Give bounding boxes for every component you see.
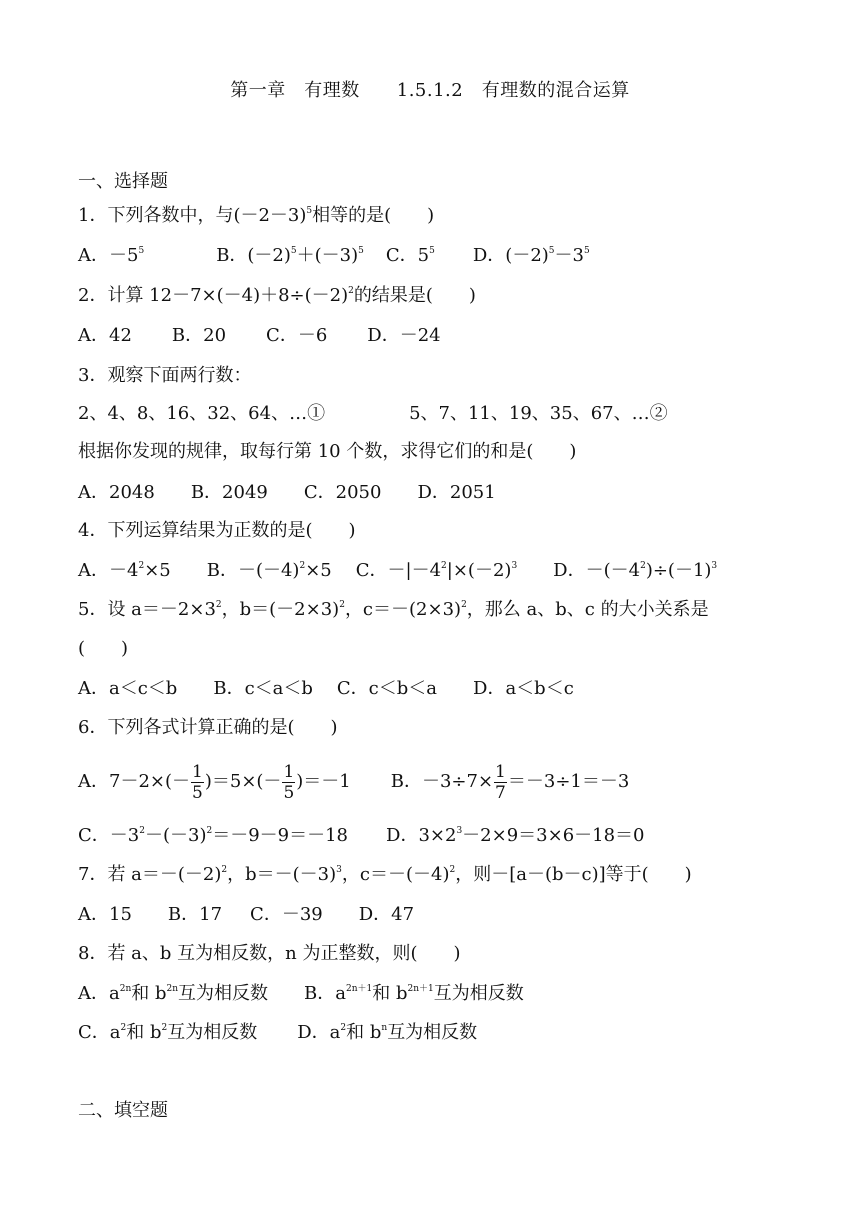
sequence-2: 5、7、11、19、35、67、…② bbox=[409, 403, 668, 424]
question-6-options-cd bbox=[78, 824, 645, 848]
fraction: $\frac{1}{5}$ bbox=[283, 761, 295, 803]
sequence-1: 2、4、8、16、32、64、…① bbox=[78, 403, 326, 424]
question-3-sequences bbox=[78, 402, 668, 426]
option-a: A．15 bbox=[78, 904, 132, 925]
option-c: C．－6 bbox=[266, 325, 328, 346]
option-b: B．17 bbox=[167, 904, 223, 925]
option-c: C．$-3^2-(-3)^2=-9-9=-18$ bbox=[78, 825, 349, 846]
question-7: 7．若 $a=-(-2)^2$，$b=-(-3)^3$，$c=-(-4)^2$，则－[a－(b－c)]等于( ) bbox=[78, 864, 692, 885]
option-d: D．2051 bbox=[417, 482, 496, 503]
question-4: 4．下列运算结果为正数的是( ) bbox=[78, 520, 356, 541]
option-a: A．7－2×(－ $\frac{1}{5}$ )＝5×(－ $\frac{1}{5}$ )＝－1 bbox=[78, 761, 351, 803]
option-d: D．47 bbox=[358, 904, 415, 925]
question-3-ask: 根据你发现的规律，取每行第 10 个数，求得它们的和是( ) bbox=[78, 441, 577, 462]
fraction: $\frac{1}{5}$ bbox=[192, 761, 203, 803]
option-c: C．－39 bbox=[250, 904, 323, 925]
question-8-options-ab bbox=[78, 982, 524, 1006]
page-title: 第一章 有理数 1.5.1.2 有理数的混合运算 bbox=[230, 80, 630, 101]
option-a: A．42 bbox=[78, 325, 132, 346]
question-3-options bbox=[78, 481, 496, 505]
option-d: D．－24 bbox=[367, 325, 441, 346]
question-8-options-cd bbox=[78, 1021, 477, 1045]
question-5-bracket: ( ) bbox=[78, 638, 129, 659]
option-d: D．$(-2)^5-3^5$ bbox=[472, 245, 590, 266]
question-6: 6．下列各式计算正确的是( ) bbox=[78, 717, 338, 738]
option-a: A．a＜c＜b bbox=[78, 678, 178, 699]
option-b: B．－3÷7× $\frac{1}{7}$ ＝－3÷1＝－3 bbox=[390, 761, 630, 803]
question-4-options bbox=[78, 559, 717, 583]
question-1-options bbox=[78, 244, 590, 268]
option-c: C．$-|-4^2|\times(-2)^3$ bbox=[355, 560, 518, 581]
option-a: A．$-4^2\times 5$ bbox=[78, 560, 171, 581]
fraction: $\frac{1}{7}$ bbox=[495, 761, 506, 803]
option-b: B．$(-2)^5+(-3)^5$ bbox=[216, 245, 364, 266]
question-7-options bbox=[78, 903, 414, 927]
option-a: A．2048 bbox=[78, 482, 155, 503]
section-heading-fill: 二、填空题 bbox=[78, 1100, 168, 1121]
question-5-options bbox=[78, 677, 574, 701]
question-6-options-ab bbox=[78, 761, 629, 803]
option-d: D．$3\times 2^3-2\times 9=3\times 6-18=0$ bbox=[386, 825, 645, 846]
option-b: B．2049 bbox=[190, 482, 268, 503]
question-3: 3．观察下面两行数： bbox=[78, 365, 252, 386]
option-b: B．c＜a＜b bbox=[213, 678, 313, 699]
option-a: A．$a^{2n}$和 $b^{2n}$互为相反数 bbox=[78, 983, 269, 1004]
option-c: C．$5^5$ bbox=[385, 245, 435, 266]
option-b: B．$-(-4)^2\times 5$ bbox=[206, 560, 332, 581]
option-a: A．$-5^5$ bbox=[78, 245, 145, 266]
option-b: B．20 bbox=[171, 325, 227, 346]
question-5: 5．设 $a=-2\times 3^2$，$b=(-2\times 3)^2$，$c=-(2\times 3)^2$，那么 a、b、c 的大小关系是 bbox=[78, 599, 709, 620]
option-c: C．$a^2$和 $b^2$互为相反数 bbox=[78, 1022, 258, 1043]
question-1: 1．下列各数中，与$(-2-3)^5$相等的是( ) bbox=[78, 205, 435, 226]
option-d: D．a＜b＜c bbox=[473, 678, 574, 699]
option-c: C．2050 bbox=[303, 482, 382, 503]
option-d: D．$-(-4^2)\div(-1)^3$ bbox=[553, 560, 718, 581]
question-2-options bbox=[78, 324, 441, 348]
option-d: D．$a^2$和 $b^n$互为相反数 bbox=[297, 1022, 478, 1043]
option-b: B．$a^{2n+1}$和 $b^{2n+1}$互为相反数 bbox=[304, 983, 524, 1004]
section-heading-choice: 一、选择题 bbox=[78, 171, 168, 192]
question-2: 2．计算 $12-7\times(-4)+8\div(-2)^2$的结果是( ) bbox=[78, 285, 476, 306]
question-8: 8．若 a、b 互为相反数，n 为正整数，则( ) bbox=[78, 943, 461, 964]
option-c: C．c＜b＜a bbox=[336, 678, 438, 699]
